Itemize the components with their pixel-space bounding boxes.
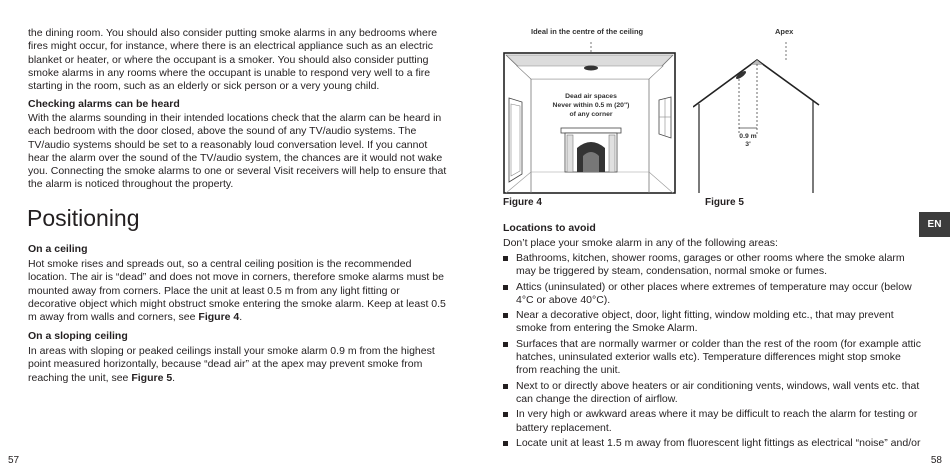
- list-item: [503, 380, 923, 407]
- sloping-paragraph: [28, 345, 448, 385]
- figure4-label: Figure 4: [503, 197, 542, 208]
- list-item: [503, 309, 923, 336]
- positioning-title: Positioning: [27, 205, 140, 231]
- page-number-left: 57: [8, 455, 20, 466]
- list-item: [503, 408, 923, 435]
- dead-air-text-2: Never within 0.5 m (20"): [552, 102, 630, 109]
- list-item-text: Near a decorative object, door, light fitting, window molding etc., that may prevent smoke from entering the Smoke Alarm.: [516, 309, 894, 335]
- figure5-label: Figure 5: [705, 197, 744, 208]
- measure-imperial: 3': [745, 141, 751, 148]
- language-tab[interactable]: EN: [919, 212, 950, 237]
- intro-paragraph: the dining room. You should also consider putting smoke alarms in any bedrooms where fires might occur, for instance, where there is an electrical appliance such as an electric blanket or heater, or where the occupant is a smoker. You should also consider putting smoke alarms in any rooms where the occupant is unable to respond very well to a fire starting in the room, such as an elderly or sick person or a very young child.: [28, 27, 438, 93]
- checking-paragraph: With the alarms sounding in their intended locations check that the alarm can be heard in each bedroom with the door closed, above the sound of any TV/audio systems. The TV/audio systems should be set to a reasonably loud conversation level. If you cannot hear the alarm over the sound of the TV/audio system, the chances are it would not wake you. Connecting the smoke alarms to one or several Visit receivers will help to ensure that the alarm is noticed throughout the property.: [28, 112, 447, 191]
- list-item-text: Locate unit at least 1.5 m away from fluorescent light fittings as electrical “noise” and/or: [516, 436, 921, 449]
- sloping-text: In areas with sloping or peaked ceilings install your smoke alarm 0.9 m from the highest point measured horizontally, because “dead air” at the apex may prevent smoke from reaching the unit, see: [28, 345, 435, 384]
- bullet-icon: [503, 342, 508, 347]
- bullet-icon: [503, 256, 508, 261]
- locations-intro: Don’t place your smoke alarm in any of the following areas:: [503, 237, 778, 249]
- locations-heading: Locations to avoid: [503, 222, 596, 234]
- ceiling-heading: On a ceiling: [28, 243, 88, 255]
- ceiling-text-end: .: [239, 311, 243, 324]
- sloping-heading: On a sloping ceiling: [28, 330, 128, 342]
- bullet-icon: [503, 384, 508, 389]
- figure4-reference: Figure 4: [198, 311, 240, 324]
- window-illustration: [659, 97, 671, 138]
- dead-air-text-1: Dead air spaces: [565, 93, 617, 100]
- ceiling-paragraph: [28, 258, 448, 324]
- list-item-text: Bathrooms, kitchen, shower rooms, garages or other rooms where the smoke alarm may be triggered by steam, condensation, normal smoke or fumes.: [516, 252, 905, 278]
- right-page: [475, 0, 950, 475]
- figure5-sloping-ceiling-diagram: [693, 42, 823, 194]
- list-item-text: Next to or directly above heaters or air conditioning vents, windows, wall vents etc. that can change the direction of airflow.: [516, 379, 920, 405]
- dead-air-text-3: of any corner: [569, 111, 613, 118]
- list-item-text: Attics (uninsulated) or other places where extremes of temperature may occur (below 4°C or above 40°C).: [516, 280, 912, 306]
- figure5-reference: Figure 5: [131, 371, 173, 384]
- list-item: [503, 252, 923, 279]
- bullet-icon: [503, 313, 508, 318]
- page-number-right: 58: [930, 455, 942, 466]
- bullet-icon: [503, 285, 508, 290]
- door-illustration: [509, 98, 522, 182]
- locations-list: [503, 252, 923, 452]
- figure4-top-caption: Ideal in the centre of the ceiling: [531, 27, 644, 36]
- checking-heading: Checking alarms can be heard: [28, 98, 180, 110]
- measure-metric: 0.9 m: [739, 133, 757, 140]
- list-item: [503, 281, 923, 308]
- ceiling-text: Hot smoke rises and spreads out, so a central ceiling position is the recommended location. The air is “dead” and does not move in corners, therefore smoke alarms must be mounted away from corners. Place the unit at least 0.5 m from any light fitting or decorative object which might obstruct smoke entering the smoke alarm. Keep at least 0.5 m away from walls and corners, see: [28, 258, 446, 324]
- list-item: [503, 338, 923, 378]
- sloping-text-end: .: [172, 371, 176, 384]
- list-item: [503, 437, 923, 450]
- list-item-text: In very high or awkward areas where it may be difficult to reach the alarm for testing or battery replacement.: [516, 408, 918, 434]
- fireplace-illustration: [561, 128, 621, 172]
- figure5-top-caption: Apex: [775, 27, 794, 36]
- bullet-icon: [503, 412, 508, 417]
- bullet-icon: [503, 441, 508, 446]
- smoke-alarm-icon: [584, 66, 598, 71]
- list-item-text: Surfaces that are normally warmer or colder than the rest of the room (for example attic hatches, uninsulated exterior walls etc). Temperature differences might stop smoke from reaching the unit.: [516, 337, 922, 377]
- figure4-room-diagram: [503, 42, 678, 194]
